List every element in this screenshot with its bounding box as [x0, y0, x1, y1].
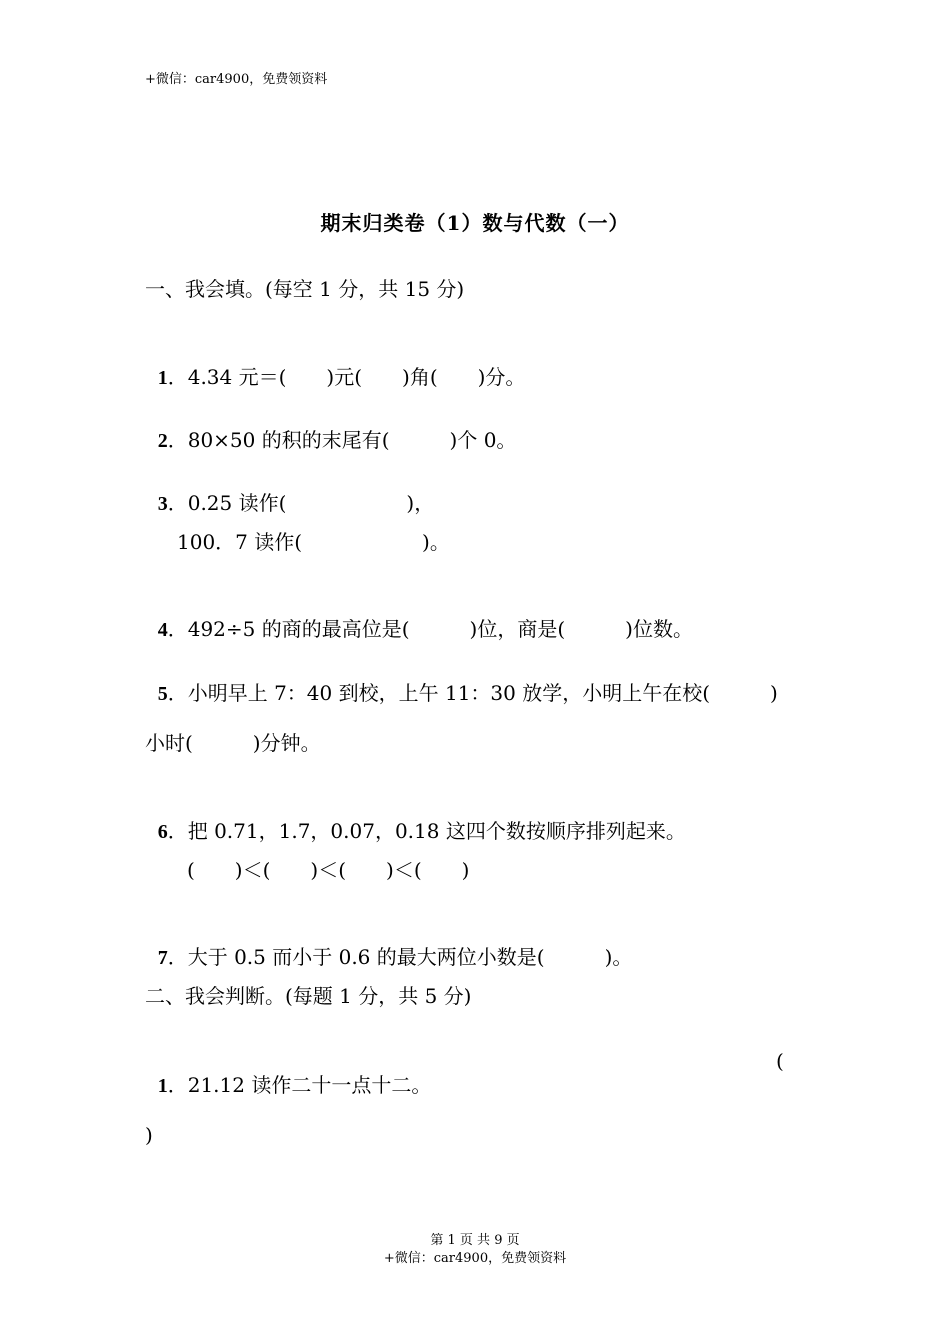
question-number: 2 [157, 430, 168, 452]
question-number: 3 [157, 493, 168, 515]
question-number: 6 [157, 821, 168, 843]
answer-paren-close: ) [145, 1123, 153, 1147]
question-text: ．492÷5 的商的最高位是( )位，商是( )位数。 [167, 617, 693, 641]
question-text: ．小明早上 7：40 到校，上午 11：30 放学，小明上午在校( ) [167, 681, 778, 705]
question-1-6 [145, 795, 686, 844]
question-1-1 [145, 341, 525, 390]
question-1-6-line2: ( )＜( )＜( )＜( ) [187, 858, 470, 882]
question-text: ．80×50 的积的末尾有( )个 0。 [167, 428, 517, 452]
question-1-3 [145, 467, 434, 516]
question-1-5-line2: 小时( )分钟。 [145, 731, 321, 755]
header-watermark: +微信：car4900，免费领资料 [145, 72, 328, 87]
section1-heading: 一、我会填。(每空 1 分，共 15 分) [145, 277, 465, 301]
answer-paren-open: ( [776, 1049, 784, 1073]
question-1-7 [145, 921, 632, 970]
footer-watermark: +微信：car4900，免费领资料 [383, 1251, 567, 1266]
question-number: 5 [157, 683, 168, 705]
question-text: ．4.34 元＝( )元( )角( )分。 [167, 365, 526, 389]
question-text: ．大于 0.5 而小于 0.6 的最大两位小数是( )。 [167, 945, 633, 969]
question-number: 7 [157, 947, 168, 969]
question-text: ．0.25 读作( )， [167, 491, 435, 515]
question-1-5 [145, 657, 778, 706]
question-text: ．21.12 读作二十一点十二。 [167, 1073, 432, 1097]
question-number: 1 [157, 1075, 168, 1097]
page-title: 期末归类卷（1）数与代数（一） [320, 211, 630, 235]
question-1-2 [145, 404, 516, 453]
question-2-1 [145, 1049, 431, 1098]
question-1-4 [145, 593, 693, 642]
page-number: 第 1 页 共 9 页 [430, 1233, 520, 1248]
question-number: 1 [157, 367, 168, 389]
question-number: 4 [157, 619, 168, 641]
question-1-3-line2: 100．7 读作( )。 [177, 530, 450, 554]
question-text: ．把 0.71，1.7，0.07，0.18 这四个数按顺序排列起来。 [167, 819, 686, 843]
section2-heading: 二、我会判断。(每题 1 分，共 5 分) [145, 984, 472, 1008]
